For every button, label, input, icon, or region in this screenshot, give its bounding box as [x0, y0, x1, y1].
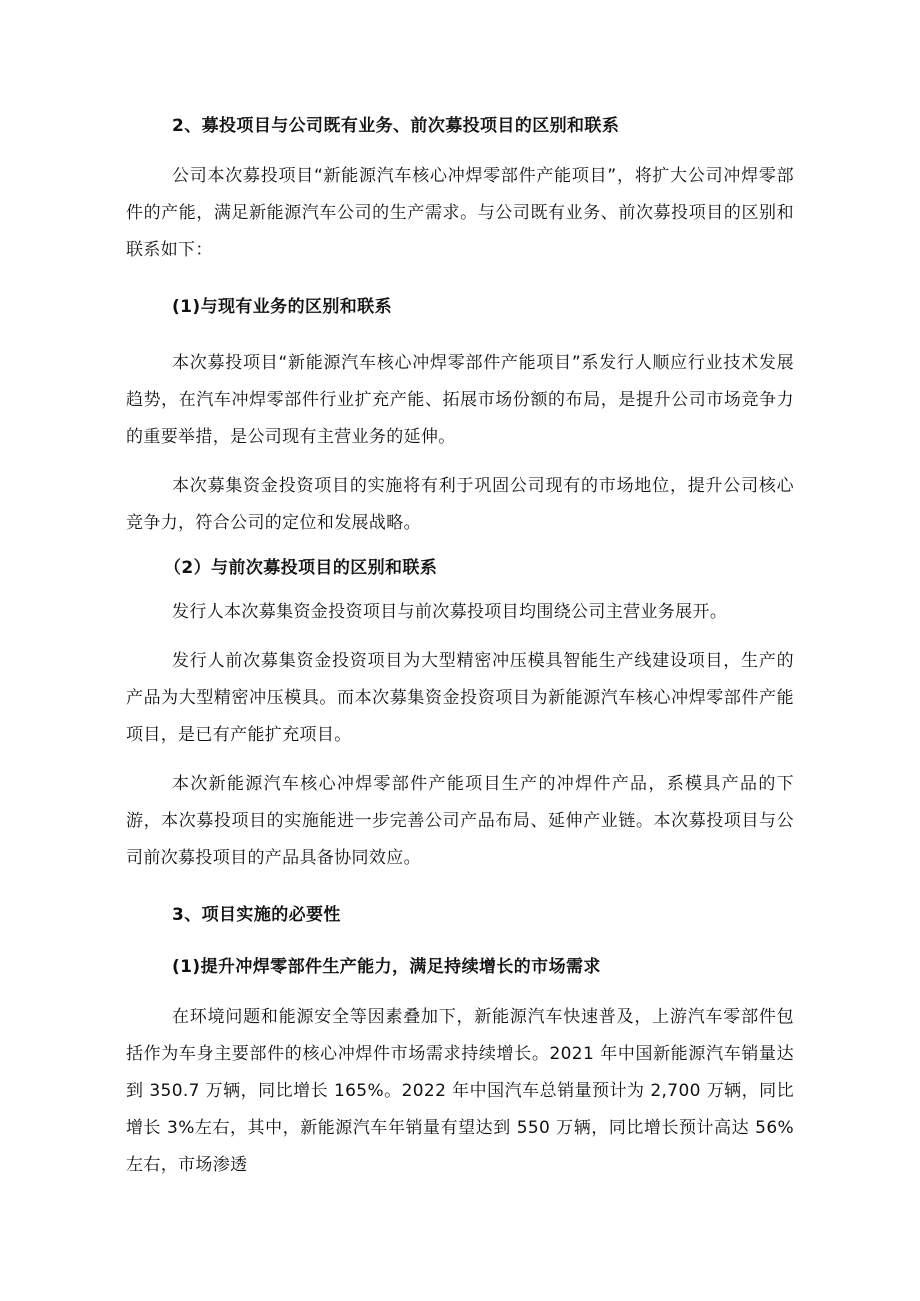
subsection-2-1-paragraph-1: 本次募投项目“新能源汽车核心冲焊零部件产能项目”系发行人顺应行业技术发展趋势，在汽车冲焊零部件行业扩充产能、拓展市场份额的布局，是提升公司市场竞争力的重要举措，是公司现有主营业务的延伸。 [126, 353, 794, 447]
subsection-2-1-heading: (1)与现有业务的区别和联系 [172, 297, 392, 317]
subsection-2-2-heading: （2）与前次募投项目的区别和联系 [164, 558, 438, 578]
subsection-2-2-paragraph-2: 发行人前次募集资金投资项目为大型精密冲压模具智能生产线建设项目，生产的产品为大型精密冲压模具。而本次募集资金投资项目为新能源汽车核心冲焊零部件产能项目，是已有产能扩充项目。 [126, 651, 794, 745]
section-2-intro-paragraph: 公司本次募投项目“新能源汽车核心冲焊零部件产能项目”，将扩大公司冲焊零部件的产能，满足新能源汽车公司的生产需求。与公司既有业务、前次募投项目的区别和联系如下： [126, 166, 794, 260]
section-2-heading: 2、募投项目与公司既有业务、前次募投项目的区别和联系 [172, 116, 620, 136]
subsection-3-1-heading: (1)提升冲焊零部件生产能力，满足持续增长的市场需求 [172, 957, 601, 977]
document-body [126, 112, 794, 1184]
subsection-2-2-paragraph-1: 发行人本次募集资金投资项目与前次募投项目均围绕公司主营业务展开。 [172, 602, 728, 622]
subsection-3-1-paragraph-1: 在环境问题和能源安全等因素叠加下，新能源汽车快速普及，上游汽车零部件包括作为车身主要部件的核心冲焊件市场需求持续增长。2021 年中国新能源汽车销量达到 350.7 万辆，同比增长 165%。2022 年中国汽车总销量预计为 2,700 万辆，同比增长 3%左右，其中，新能源汽车年销量有望达到 550 万辆，同比增长预计高达 56%左右，市场渗透 [126, 1007, 794, 1175]
section-3-heading: 3、项目实施的必要性 [172, 905, 341, 925]
subsection-2-1-paragraph-2: 本次募集资金投资项目的实施将有利于巩固公司现有的市场地位，提升公司核心竞争力，符合公司的定位和发展战略。 [126, 476, 794, 533]
subsection-2-2-paragraph-3: 本次新能源汽车核心冲焊零部件产能项目生产的冲焊件产品，系模具产品的下游，本次募投项目的实施能进一步完善公司产品布局、延伸产业链。本次募投项目与公司前次募投项目的产品具备协同效应。 [126, 774, 794, 868]
